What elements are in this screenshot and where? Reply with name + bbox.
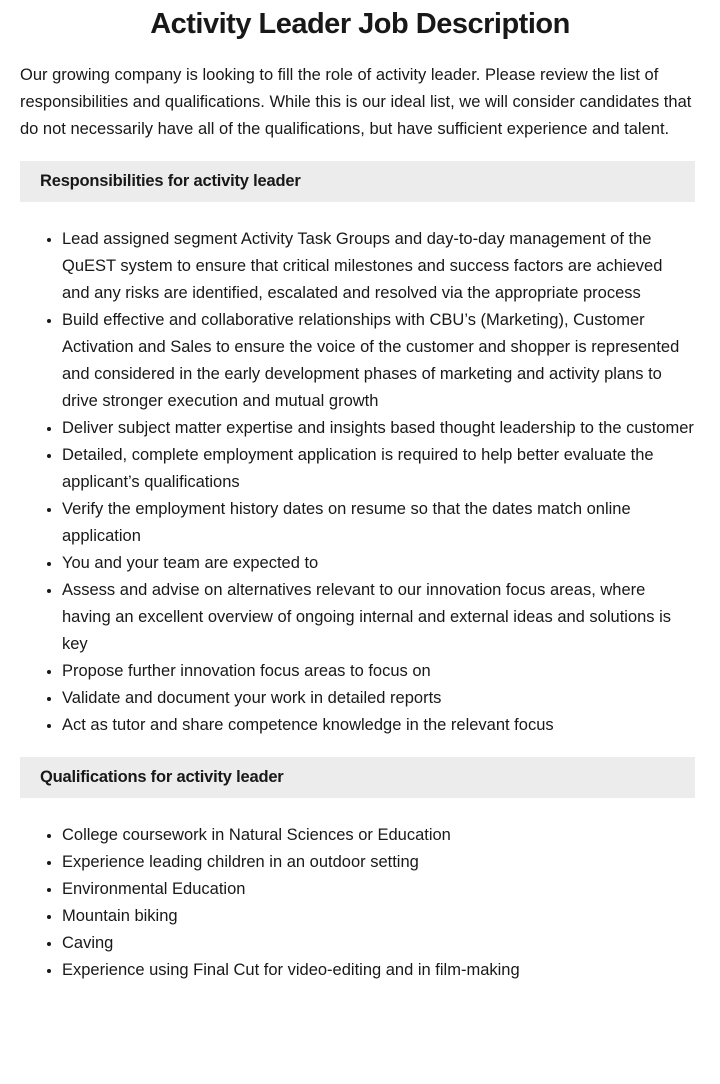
list-item: • Caving — [62, 930, 694, 957]
list-item: • You and your team are expected to — [62, 550, 694, 577]
list-item: • Mountain biking — [62, 903, 694, 930]
bottom-whitespace — [0, 984, 720, 1024]
qualifications-list — [0, 822, 694, 984]
list-item: • Validate and document your work in detailed reports — [62, 685, 694, 712]
intro-paragraph: Our growing company is looking to fill the role of activity leader. Please review the list of responsibilities and qualifications. While this is our ideal list, we will consider candidates that do not necessarily have all of the qualifications, but have sufficient experience and talent. — [20, 66, 692, 138]
section-header-responsibilities-label: Responsibilities for activity leader — [40, 172, 301, 190]
list-item: • Propose further innovation focus areas to focus on — [62, 658, 694, 685]
section-header-qualifications-label: Qualifications for activity leader — [40, 768, 284, 786]
list-item: • Deliver subject matter expertise and insights based thought leadership to the customer — [62, 415, 694, 442]
responsibilities-list — [0, 226, 694, 739]
list-item: • Lead assigned segment Activity Task Groups and day-to-day management of the QuEST system to ensure that critical milestones and success factors are achieved and any risks are identified, escalated and resolved via the appropriate process — [62, 226, 694, 307]
list-item: • Experience using Final Cut for video-editing and in film-making — [62, 957, 694, 984]
list-item: • Detailed, complete employment application is required to help better evaluate the applicant’s qualifications — [62, 442, 694, 496]
list-item: • Verify the employment history dates on resume so that the dates match online application — [62, 496, 694, 550]
list-item: • College coursework in Natural Sciences or Education — [62, 822, 694, 849]
list-item: • Environmental Education — [62, 876, 694, 903]
list-item: • Experience leading children in an outdoor setting — [62, 849, 694, 876]
section-header-responsibilities — [20, 161, 695, 202]
section-header-qualifications — [20, 757, 695, 798]
list-item: • Build effective and collaborative relationships with CBU’s (Marketing), Customer Activation and Sales to ensure the voice of the customer and shopper is represented and considered in the early development phases of marketing and activity plans to drive stronger execution and mutual growth — [62, 307, 694, 415]
page-title: Activity Leader Job Description — [150, 8, 570, 40]
list-item: • Assess and advise on alternatives relevant to our innovation focus areas, where having an excellent overview of ongoing internal and external ideas and solutions is key — [62, 577, 694, 658]
list-item: • Act as tutor and share competence knowledge in the relevant focus — [62, 712, 694, 739]
